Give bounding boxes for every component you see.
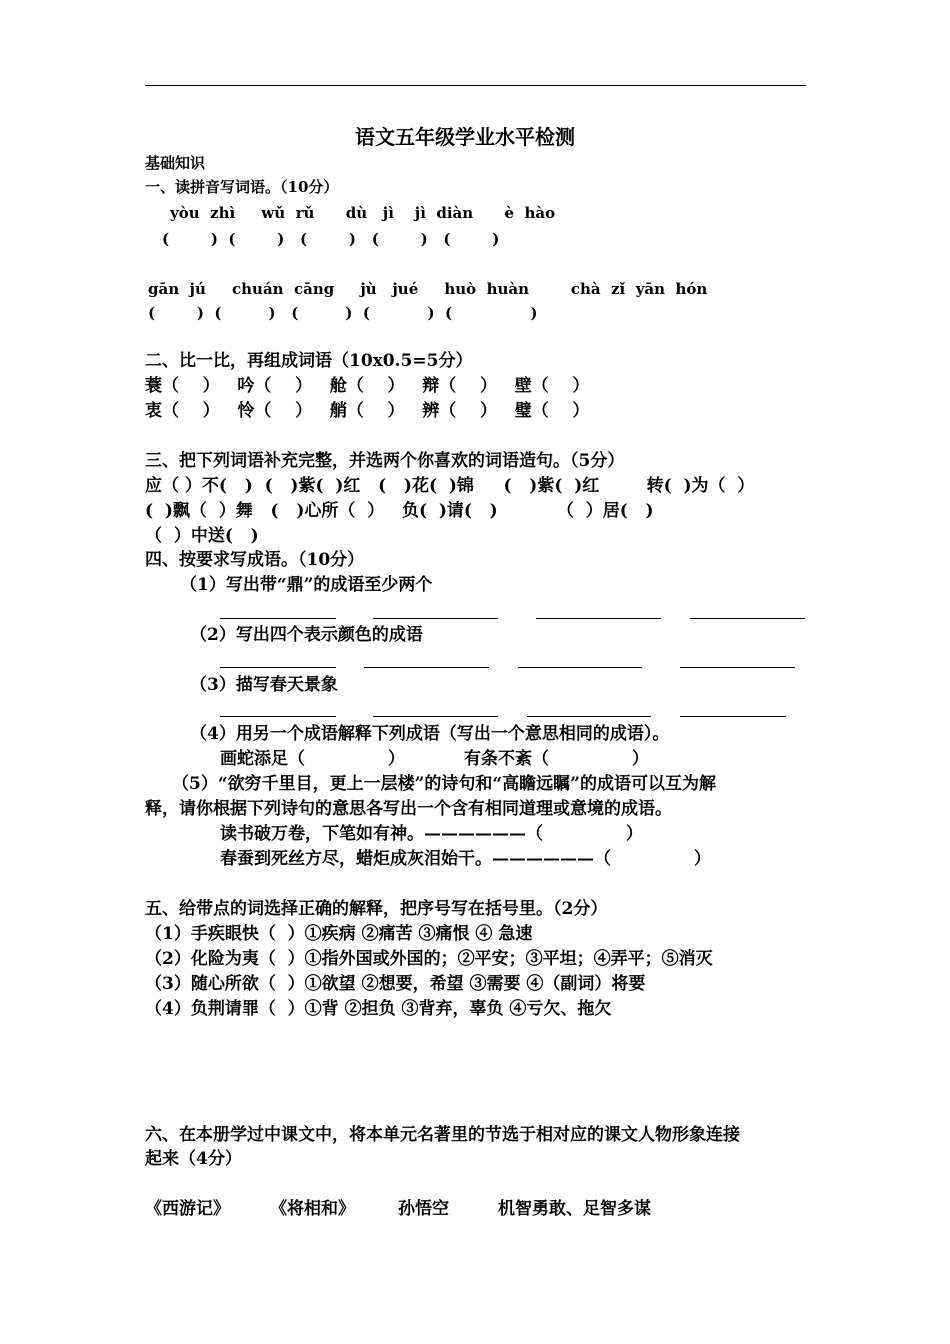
q4-sub2-blank-3[interactable] xyxy=(518,667,642,668)
q4-sub1-blank-2[interactable] xyxy=(373,618,498,619)
q6-heading-line1: 六、在本册学过中课文中，将本单元名著里的节选于相对应的课文人物形象连接 xyxy=(145,1125,740,1145)
q4-sub3-blank-4[interactable] xyxy=(680,716,786,717)
q3-row1[interactable]: 应（ ）不( ) ( )紫( )红 ( )花( )锦 ( )紫( )红 转( )为（ ） xyxy=(145,476,755,496)
q4-heading: 四、按要求写成语。（10分） xyxy=(145,550,365,570)
q4-sub3-blank-3[interactable] xyxy=(527,716,651,717)
q1-pinyin-row2: gān jú chuán cāng jù jué huò huàn chà zǐ yān hón xyxy=(148,280,708,298)
q6-heading-line2: 起来（4分） xyxy=(145,1149,242,1169)
q5-item1[interactable]: （1）手疾眼快（ ）①疾病 ②痛苦 ③痛恨 ④ 急速 xyxy=(145,924,533,944)
q2-row1[interactable]: 蓑（ ） 吟（ ） 舱（ ） 辩（ ） 壁（ ） xyxy=(145,376,590,396)
q2-row2[interactable]: 衷（ ） 怜（ ） 艄（ ） 辨（ ） 璧（ ） xyxy=(145,401,590,421)
q6-item-sunwukong[interactable]: 孙悟空 xyxy=(398,1199,449,1219)
q4-sub1-blank-3[interactable] xyxy=(536,618,661,619)
q5-item4[interactable]: （4）负荆请罪（ ）①背 ②担负 ③背弃，辜负 ④亏欠、拖欠 xyxy=(145,999,612,1019)
q1-answer-row1[interactable]: ( ) ( ) ( ) ( ) ( ) xyxy=(162,230,500,248)
q3-row2[interactable]: ( )飘（ ）舞 ( )心所（ ） 负( )请( ) （ ）居( ) xyxy=(145,501,654,521)
q4-sub4-line[interactable]: 画蛇添足（ ） 有条不紊（ ） xyxy=(220,749,649,769)
q4-sub5-line2: 释，请你根据下列诗句的意思各写出一个含有相同道理或意境的成语。 xyxy=(145,799,672,819)
q2-heading: 二、比一比，再组成词语（10x0.5=5分） xyxy=(145,351,473,371)
q4-sub5-line4[interactable]: 春蚕到死丝方尽，蜡炬成灰泪始干。——————（ ） xyxy=(220,849,711,869)
q4-sub2-blank-4[interactable] xyxy=(680,667,795,668)
q4-sub2-blank-1[interactable] xyxy=(220,667,336,668)
q4-sub2: （2）写出四个表示颜色的成语 xyxy=(190,625,423,645)
page-title: 语文五年级学业水平检测 xyxy=(355,125,575,149)
q4-sub4: （4）用另一个成语解释下列成语（写出一个意思相同的成语）。 xyxy=(190,724,670,744)
q4-sub3-blank-2[interactable] xyxy=(373,716,498,717)
top-rule xyxy=(145,85,806,86)
q4-sub2-blank-2[interactable] xyxy=(364,667,489,668)
q1-heading: 一、读拼音写词语。（10分） xyxy=(145,178,339,196)
q3-heading: 三、把下列词语补充完整，并选两个你喜欢的词语造句。（5分） xyxy=(145,451,625,471)
q1-pinyin-row1: yòu zhì wǔ rǔ dù jì jì diàn è hào xyxy=(170,204,556,222)
q4-sub1-blank-1[interactable] xyxy=(220,618,336,619)
q6-item-jiangxianghe[interactable]: 《将相和》 xyxy=(270,1199,355,1219)
q4-sub3: （3）描写春天景象 xyxy=(190,675,338,695)
q5-item2[interactable]: （2）化险为夷（ ）①指外国或外国的；②平安；③平坦；④弄平；⑤消灭 xyxy=(145,949,713,969)
q6-item-xiyouji[interactable]: 《西游记》 xyxy=(145,1199,230,1219)
section-label: 基础知识 xyxy=(145,154,206,172)
q4-sub1: （1）写出带“鼎”的成语至少两个 xyxy=(180,575,433,595)
q4-sub1-blank-4[interactable] xyxy=(690,618,805,619)
q4-sub3-blank-1[interactable] xyxy=(220,716,336,717)
q1-answer-row2[interactable]: ( ) ( ) ( ) ( ) ( ) xyxy=(148,304,538,322)
q5-item3[interactable]: （3）随心所欲（ ）①欲望 ②想要，希望 ③需要 ④（副词）将要 xyxy=(145,974,646,994)
q5-heading: 五、给带点的词选择正确的解释，把序号写在括号里。（2分） xyxy=(145,899,608,919)
q4-sub5-line1: （5）“欲穷千里目，更上一层楼”的诗句和“高瞻远瞩”的成语可以互为解 xyxy=(172,774,716,794)
q3-row3[interactable]: （ ）中送( ) xyxy=(145,526,259,546)
q6-item-trait[interactable]: 机智勇敢、足智多谋 xyxy=(498,1199,651,1219)
q4-sub5-line3[interactable]: 读书破万卷，下笔如有神。——————（ ） xyxy=(220,824,643,844)
